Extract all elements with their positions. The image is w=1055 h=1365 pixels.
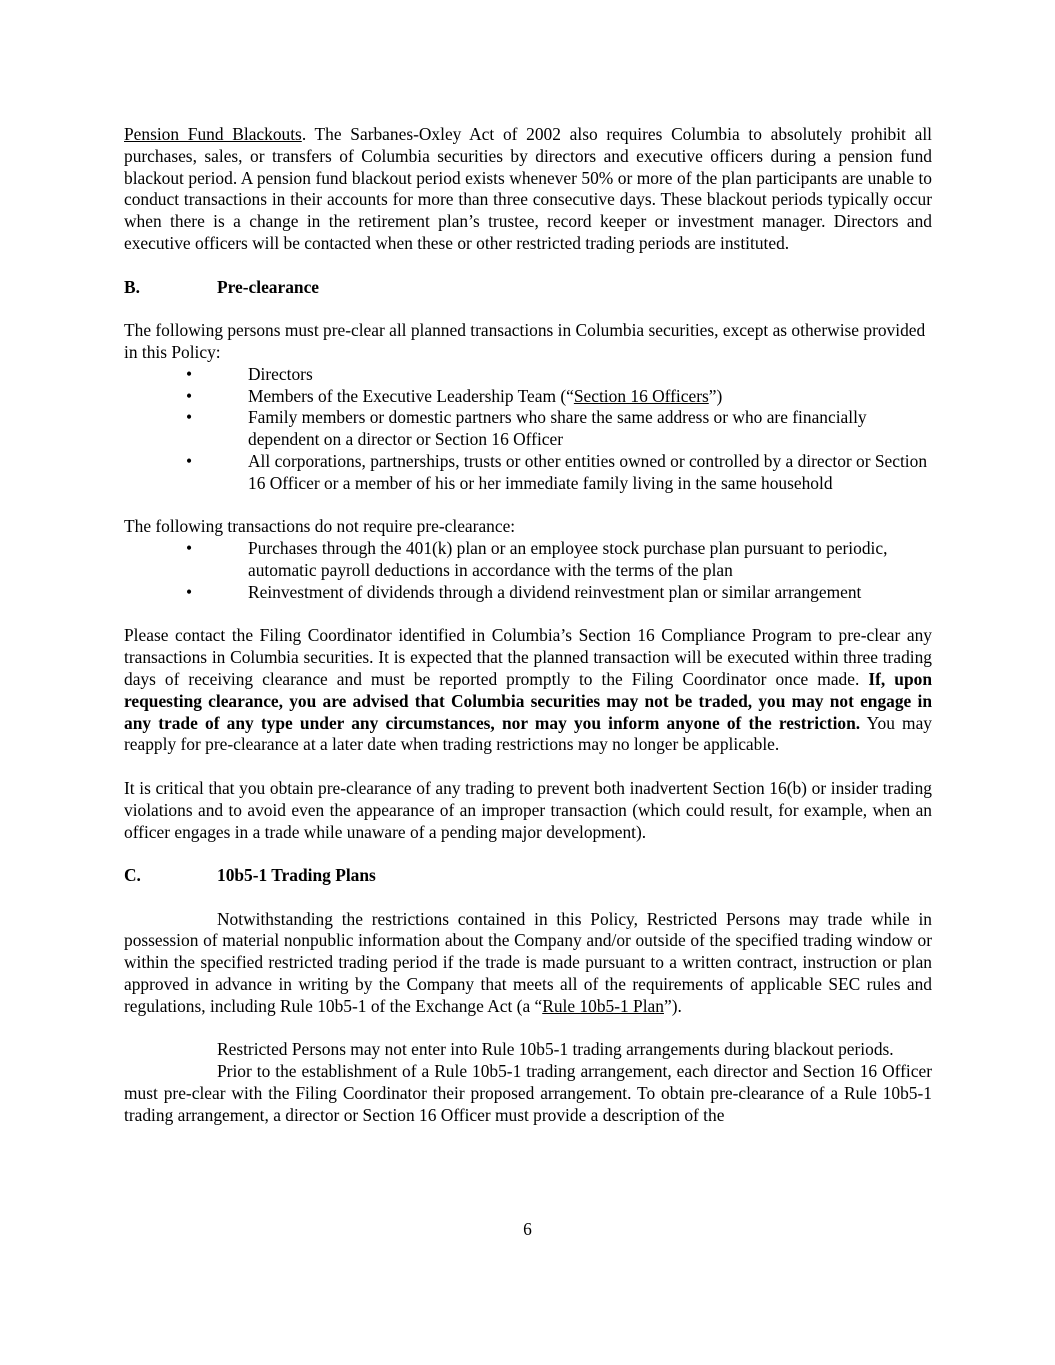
- list-item: [124, 364, 932, 386]
- bullet: •: [186, 407, 193, 428]
- section16-officers-term: Section 16 Officers: [573, 385, 709, 406]
- list-item-text: Family members or domestic partners who share the same address or who are financially dependent on a director or Section 16 Officer: [248, 407, 867, 450]
- list-item: [124, 407, 932, 451]
- preclear-intro: The following persons must pre-clear all planned transactions in Columbia securities, except as otherwise provided in this Policy:: [124, 320, 926, 362]
- section-b-letter: B.: [124, 276, 140, 297]
- section-c-title: 10b5-1 Trading Plans: [217, 865, 376, 886]
- bullet: •: [186, 581, 193, 602]
- list-item: [124, 451, 932, 495]
- pension-body: . The Sarbanes-Oxley Act of 2002 also requires Columbia to absolutely prohibit all purchases, sales, or transfers of Columbia securities by directors and executive officers during a pension fund blackout period. A pension fund blackout period exists whenever 50% or more of the plan participants are unable to conduct transactions in their accounts for more than three consecutive days. These blackout periods typically occur when there is a change in the retirement plan’s trustee, record keeper or investment manager. Directors and executive officers will be contacted when these or other restricted trading periods are instituted.: [124, 124, 932, 253]
- bullet: •: [186, 363, 193, 384]
- pension-title: Pension Fund Blackouts: [124, 124, 302, 144]
- list-item-text: Directors: [248, 363, 313, 384]
- bullet: •: [186, 385, 193, 406]
- list-item: [124, 538, 932, 582]
- bullet: •: [186, 538, 193, 559]
- critical-paragraph: It is critical that you obtain pre-clearance of any trading to prevent both inadvertent Section 16(b) or insider trading violations and to avoid even the appearance of an improper transaction (which could result, for example, when an officer engages in a trade while unaware of a pending major development).: [124, 777, 932, 842]
- section-b-heading: [124, 277, 932, 299]
- list-item-text: Purchases through the 401(k) plan or an employee stock purchase plan pursuant to periodic, automatic payroll deductions in accordance with the terms of the plan: [248, 538, 888, 580]
- bullet: •: [186, 450, 193, 471]
- list-item-text: Reinvestment of dividends through a dividend reinvestment plan or similar arrangement: [248, 581, 862, 602]
- preclear-plan-paragraph: Prior to the establishment of a Rule 10b5-1 trading arrangement, each director and Section 16 Officer must pre-clear with the Filing Coordinator their proposed arrangement. To obtain pre-clearance of a Rule 10b5-1 trading arrangement, a director or Section 16 Officer must provide a description of the: [124, 1061, 932, 1125]
- section-c-letter: C.: [124, 865, 141, 886]
- list-item: [124, 582, 932, 604]
- rule-10b5-1-plan-term: Rule 10b5-1 Plan: [542, 995, 664, 1016]
- contact-paragraph: Please contact the Filing Coordinator identified in Columbia’s Section 16 Compliance Program to pre-clear any transactions in Columbia securities. It is expected that the planned transaction will be executed within three trading days of receiving clearance and must be reported promptly to the Filing Coordinator once made. If, upon requesting clearance, you are advised that Columbia securities may not be traded, you may not engage in any trade of any type under any circumstances, nor may you inform anyone of the restriction. You may reapply for pre-clearance at a later date when trading restrictions may no longer be applicable.: [124, 625, 932, 755]
- blackout-paragraph: Restricted Persons may not enter into Rule 10b5-1 trading arrangements during blackout periods.: [217, 1039, 894, 1060]
- section-b-title: Pre-clearance: [217, 276, 320, 297]
- exempt-intro: The following transactions do not require pre-clearance:: [124, 516, 516, 537]
- plan-paragraph: Notwithstanding the restrictions contained in this Policy, Restricted Persons may trade while in possession of material nonpublic information about the Company and/or outside of the specified trading window or within the specified restricted trading period if the trade is made pursuant to a written contract, instruction or plan approved in advance in writing by the Company that meets all of the requirements of applicable SEC rules and regulations, including Rule 10b5-1 of the Exchange Act (a “Rule 10b5-1 Plan”).: [124, 908, 932, 1016]
- pension-paragraph: [124, 124, 932, 255]
- list-item-text: Members of the Executive Leadership Team (“Section 16 Officers”): [248, 385, 723, 406]
- section-c-heading: [124, 865, 932, 887]
- document-page: [124, 124, 932, 1127]
- list-item-text: All corporations, partnerships, trusts or other entities owned or controlled by a director or Section 16 Officer or a member of his or her immediate family living in the same household: [248, 450, 928, 493]
- restriction-warning: If, upon requesting clearance, you are advised that Columbia securities may not be traded, you may not engage in any trade of any type under any circumstances, nor may you inform anyone of the restriction.: [124, 668, 932, 733]
- exempt-list: [124, 538, 932, 603]
- list-item: [124, 386, 932, 408]
- preclear-persons-list: [124, 364, 932, 495]
- page-number: 6: [523, 1219, 532, 1239]
